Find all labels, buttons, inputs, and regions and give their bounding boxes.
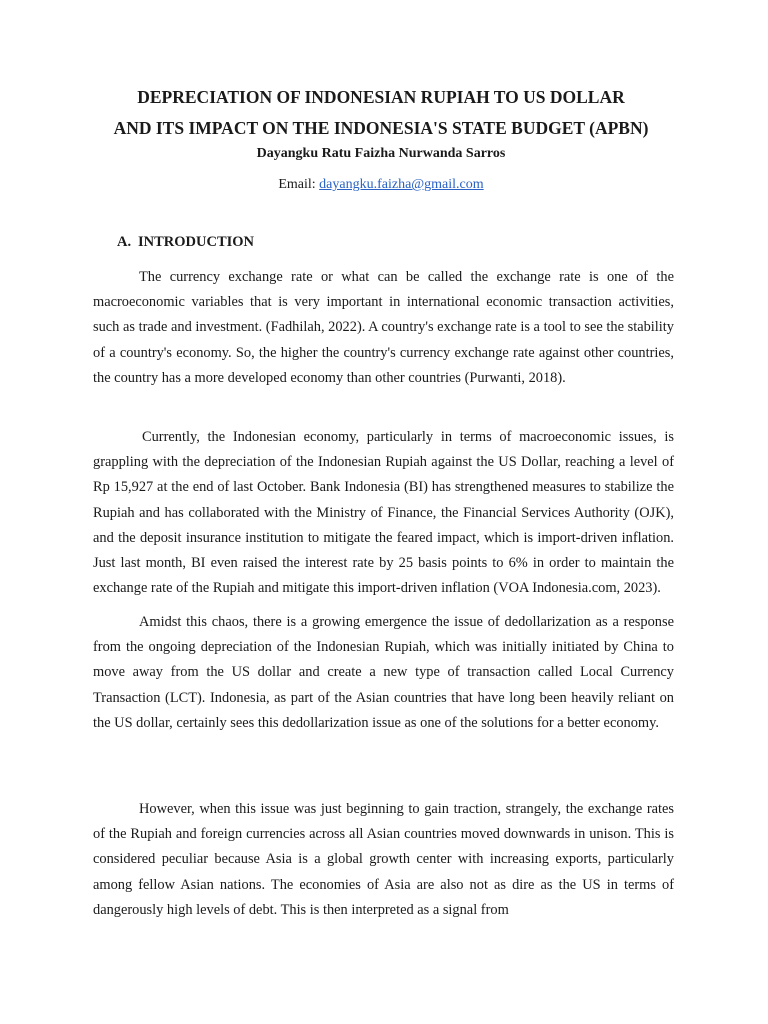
email-label: Email: <box>278 177 320 192</box>
paragraph-3: Amidst this chaos, there is a growing emergence the issue of dedollarization as a response from the ongoing depreciation of the Indonesian Rupiah, which was initially initiated by China to move away from the US dollar and create a new type of transaction called Local Currency Transaction (LCT). Indonesia, as part of the Asian countries that have long been heavily reliant on the US dollar, certainly sees this dedollarization issue as one of the solutions for a better economy. <box>93 614 674 731</box>
email-link[interactable]: dayangku.faizha@gmail.com <box>319 177 484 192</box>
paper-title-line-1: DEPRECIATION OF INDONESIAN RUPIAH TO US DOLLAR <box>137 87 625 107</box>
section-number: A. <box>117 234 132 250</box>
paragraph-2: Currently, the Indonesian economy, particularly in terms of macroeconomic issues, is grappling with the depreciation of the Indonesian Rupiah against the US Dollar, reaching a level of Rp 15,927 at the end of last October. Bank Indonesia (BI) has strengthened measures to stabilize the Rupiah and has collaborated with the Ministry of Finance, the Financial Services Authority (OJK), and the deposit insurance institution to mitigate the feared impact, which is import-driven inflation. Just last month, BI even raised the interest rate by 25 basis points to 6% in order to maintain the exchange rate of the Rupiah and mitigate this import-driven inflation (VOA Indonesia.com, 2023). <box>93 429 674 597</box>
author-email-line <box>60 176 702 194</box>
paragraph-1: The currency exchange rate or what can be called the exchange rate is one of the macroeconomic variables that is very important in international economic transaction activities, such as trade and investment. (Fadhilah, 2022). A country's exchange rate is a tool to see the stability of a country's economy. So, the higher the country's currency exchange rate against other countries, the country has a more developed economy than other countries (Purwanti, 2018). <box>93 269 674 386</box>
author-name: Dayangku Ratu Faizha Nurwanda Sarros <box>256 146 506 161</box>
paper-title-line-2: AND ITS IMPACT ON THE INDONESIA'S STATE BUDGET (APBN) <box>113 118 649 138</box>
section-heading-introduction <box>117 233 254 251</box>
paragraph-4: However, when this issue was just beginning to gain traction, strangely, the exchange rates of the Rupiah and foreign currencies across all Asian countries moved downwards in unison. This is considered peculiar because Asia is a global growth center with increasing exports, particularly among fellow Asian nations. The economies of Asia are also not as dire as the US in terms of dangerously high levels of debt. This is then interpreted as a signal from <box>93 801 674 918</box>
section-title: INTRODUCTION <box>138 234 255 250</box>
